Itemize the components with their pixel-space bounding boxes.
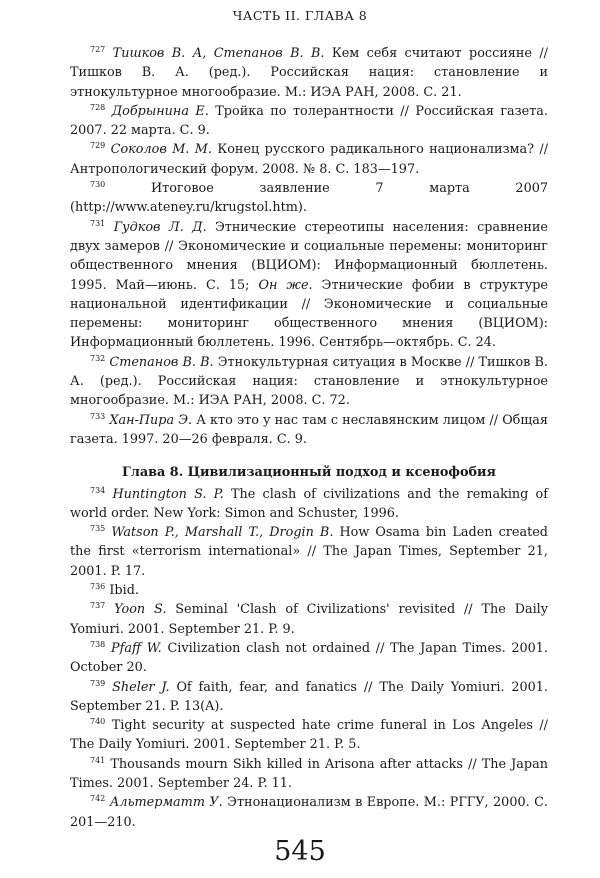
footnote-text: Тройка по толерантности // Российская газета. 2007. 22 марта. С. 9. [70,103,548,139]
footnote-number: 739 [90,678,106,688]
footnote-number: 735 [90,524,106,534]
running-header: ЧАСТЬ II. ГЛАВА 8 [232,8,368,23]
footnote-number: 741 [90,755,106,765]
footnote [70,600,548,639]
footnote-text: Конец русского радикального национализма? // Антропологический форум. 2008. № 8. С. 183—197. [70,142,549,177]
page-number: 545 [274,836,326,867]
footnote-text: Civilization clash not ordained // The Japan Times. 2001. October 20. [70,640,548,676]
footnote-author: Соколов М. М. [110,142,212,158]
footnote [70,353,548,411]
footnote [70,179,548,218]
footnote [70,678,548,717]
footnote-author: Степанов В. В. [109,354,214,370]
footnote-number: 728 [90,102,106,112]
footnote [70,485,548,524]
footnote-number: 734 [90,485,106,495]
footnote-author: Huntington S. P. [112,486,224,502]
footnote-number: 742 [90,794,106,804]
footnote-author: Yoon S. [114,602,167,618]
footnote-text: Этнические стереотипы населения: сравнение двух замеров // Экономические и социальные перемены: мониторинг общественного мнения (ВЦИОМ): Информационный бюллетень. 1995. Май—июнь. С. 15; [70,219,549,293]
footnote-number: 740 [90,717,106,727]
footnote [70,716,548,755]
footnote [70,102,548,141]
footnote-number: 738 [90,639,106,649]
footnote-author: Watson P., Marshall T., Drogin B. [111,525,334,541]
footnote-number: 736 [90,582,106,592]
footnote-text: The clash of civilizations and the remaking of world order. New York: Simon and Schuster, 1996. [70,486,549,521]
footnote [70,411,548,450]
footnote [70,639,548,678]
footnote-author: Pfaff W. [111,640,162,656]
footnote-text: Thousands mourn Sikh killed in Arisona after attacks // The Japan Times. 2001. September 24. P. 11. [70,756,548,791]
footnotes-body [70,44,548,832]
footnote-text: Seminal 'Clash of Civilizations' revisited // The Daily Yomiuri. 2001. September 21. P. 9. [70,602,548,637]
footnote-text: Кем себя считают россияне // Тишков В. А. (ред.). Российская нация: становление и этнокультурное многообразие. М.: ИЭА РАН, 2008. С. 21. [70,46,548,100]
footnote-author: Альтерматт У. [109,795,223,811]
footnote-number: 729 [90,141,106,151]
footnote-text: Этнические фобии в структуре национальной идентификации // Экономические и социальные перемены: мониторинг общественного мнения (ВЦИОМ): Информационный бюллетень. 1996. Сентябрь—октябрь. С. 24. [70,277,548,351]
chapter-heading: Глава 8. Цивилизационный подход и ксенофобия [122,465,496,481]
footnote-number: 730 [90,180,106,190]
footnote [70,581,548,600]
footnote-number: 733 [90,411,106,421]
footnote [70,793,548,832]
footnote-text: How Osama bin Laden created the first «terrorism international» // The Japan Times, September 21, 2001. P. 17. [70,525,548,579]
footnote [70,523,548,581]
footnote-text: Ibid. [109,583,139,599]
footnote-author: Гудков Л. Д. [113,219,207,235]
footnote-text: Tight security at suspected hate crime funeral in Los Angeles // The Daily Yomiuri. 2001. September 21. P. 5. [70,718,548,753]
footnote-number: 732 [90,353,106,363]
footnote [70,218,548,353]
footnote-author: Добрынина Е. [111,103,209,119]
footnote-number: 737 [90,601,106,611]
notes-chapter-8 [70,485,548,832]
footnote-number: 727 [90,45,106,54]
footnote [70,44,548,102]
footnote-text: Of faith, fear, and fanatics // The Daily Yomiuri. 2001. September 21. P. 13(A). [70,679,548,714]
footnote-author: Тишков В. А, Степанов В. В. [112,46,325,61]
footnote-author: Он же. [258,277,313,293]
footnote-text: Этнокультурная ситуация в Москве // Тишков В. А. (ред.). Российская нация: становление и этнокультурное многообразие. М.: ИЭА РАН, 2008. С. 72. [70,354,548,409]
footnote-text: А кто это у нас там с неславянским лицом // Общая газета. 1997. 20—26 февраля. С. 9. [70,412,548,447]
footnote-text: Этнонационализм в Европе. М.: РГГУ, 2000. С. 201—210. [70,795,548,830]
footnote-author: Хан-Пира Э. [109,412,193,428]
footnote-author: Sheler J. [112,679,170,695]
notes-chapter-7 [70,44,548,449]
footnote-text: Итоговое заявление 7 марта 2007 (http://www.ateney.ru/krugstol.htm). [70,181,548,216]
footnote-number: 731 [90,218,106,228]
footnote [70,140,548,179]
footnote [70,755,548,794]
